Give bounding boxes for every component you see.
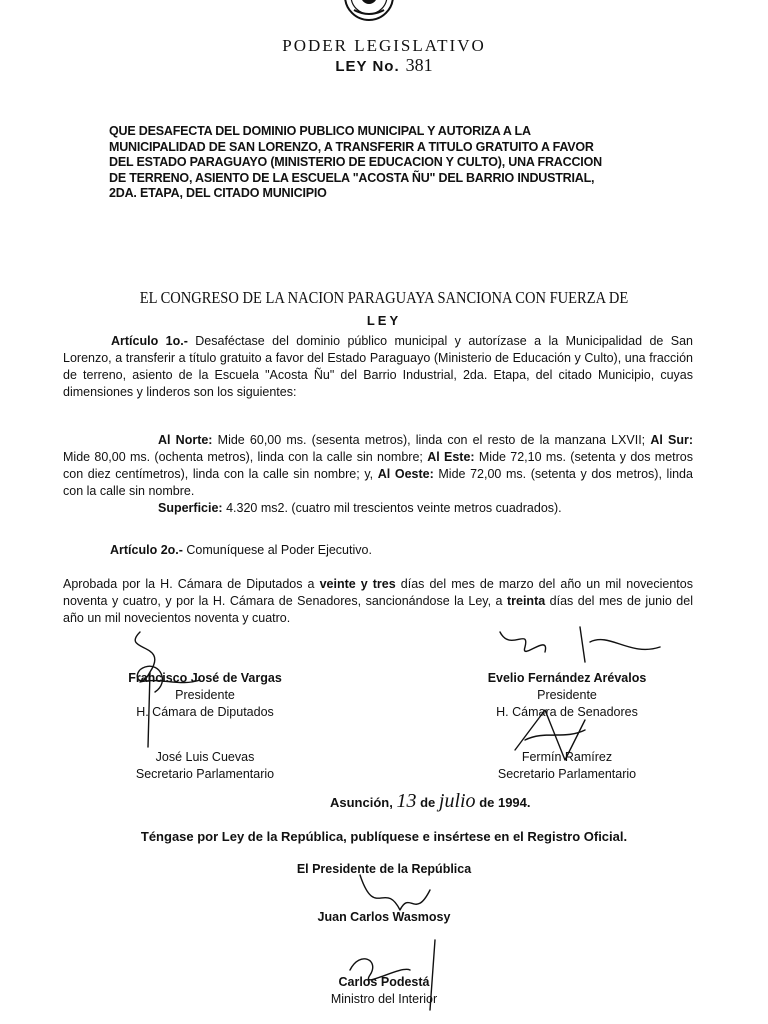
national-seal-icon: [342, 0, 396, 22]
south-label: Al Sur:: [650, 433, 693, 447]
date-de: de: [420, 795, 436, 810]
law-summary: QUE DESAFECTA DEL DOMINIO PUBLICO MUNICIPAL Y AUTORIZA A LA MUNICIPALIDAD DE SAN LORENZO, A TRANSFERIR A TITULO GRATUITO A FAVOR DEL ESTADO PARAGUAYO (MINISTERIO DE EDUCACION Y CULTO), UNA FRACCION DE TERRENO, ASIENTO DE LA ESCUELA "ACOSTA ÑU" DEL BARRIO INDUSTRIAL, 2DA. ETAPA, DEL CITADO MUNICIPIO: [109, 124, 602, 200]
east-text: Mide 72,10 ms. (setenta y dos metros con diez centímetros), linda con la calle sin nombre; y,: [63, 450, 693, 481]
article-2-label: Artículo 2o.-: [110, 543, 183, 557]
law-number: 381: [405, 55, 433, 75]
senate-secretary-title: Secretario Parlamentario: [497, 767, 637, 781]
minister-title: Ministro del Interior: [330, 992, 438, 1006]
approval-text-1: Aprobada por la H. Cámara de Diputados a: [63, 577, 315, 591]
north-text: Mide 60,00 ms. (sesenta metros), linda con el resto de la manzana LXVII;: [217, 433, 646, 447]
article-1-label: Artículo 1o.-: [111, 334, 188, 348]
president-name: Juan Carlos Wasmosy: [317, 910, 451, 924]
article-2: [110, 543, 372, 557]
approval-day-2: treinta: [506, 594, 546, 608]
date-month: julio: [438, 790, 476, 812]
senate-secretary-name: Fermín Ramírez: [521, 750, 613, 764]
date-day: 13: [396, 790, 417, 812]
enactment-word: LEY: [366, 313, 402, 328]
deputies-secretary-title: Secretario Parlamentario: [135, 767, 275, 781]
approval-text-2: días del mes de marzo del año un mil novecientos noventa y cuatro, y por la H. Cámara de Senadores, sancionándose la Ley, a: [63, 577, 693, 608]
president-label: El Presidente de la República: [296, 862, 472, 876]
senate-president-name: Evelio Fernández Arévalos: [487, 671, 647, 685]
promulgation-order: Téngase por Ley de la República, publíquese e insértese en el Registro Oficial.: [140, 829, 628, 844]
area-text: 4.320 ms2. (cuatro mil trescientos veinte metros cuadrados).: [226, 501, 562, 515]
article-1: [63, 333, 693, 401]
senate-president-block: [462, 670, 672, 721]
law-label: LEY No.: [335, 58, 400, 75]
promulgation-date: [330, 790, 531, 813]
deputies-president-title: Presidente: [175, 688, 235, 702]
dimensions-block: [63, 432, 693, 517]
east-label: Al Este:: [427, 450, 475, 464]
enactment-formula: EL CONGRESO DE LA NACION PARAGUAYA SANCIONA CON FUERZA DE: [139, 288, 629, 307]
deputies-secretary-name: José Luis Cuevas: [155, 750, 255, 764]
west-label: Al Oeste:: [377, 467, 434, 481]
senate-secretary-block: [462, 749, 672, 783]
approval-text-3: días del mes de junio del año un mil novecientos noventa y cuatro.: [63, 594, 693, 625]
institution-heading: PODER LEGISLATIVO: [282, 36, 486, 55]
approval-day-1: veinte y tres: [319, 577, 396, 591]
deputies-president-name: Francisco José de Vargas: [128, 671, 282, 685]
area-label: Superficie:: [158, 501, 223, 515]
deputies-president-block: [100, 670, 310, 721]
minister-name: Carlos Podestá: [338, 975, 430, 989]
minister-block: [0, 974, 768, 1008]
date-year: de 1994.: [479, 795, 531, 810]
west-text: Mide 72,00 ms. (setenta y dos metros), linda con la calle sin nombre.: [63, 467, 693, 498]
law-number-heading: [0, 55, 768, 76]
article-1-text: Desaféctase del dominio público municipal y autorízase a la Municipalidad de San Lorenzo, a transferir a título gratuito a favor del Estado Paraguayo (Ministerio de Educación y Culto), una fracción de terreno, asiento de la Escuela "Acosta Ñu" del Barrio Industrial, 2da. Etapa, del citado Municipio, cuyas dimensiones y linderos son los siguientes:: [63, 334, 693, 399]
senate-president-title: Presidente: [537, 688, 597, 702]
deputies-chamber: H. Cámara de Diputados: [136, 705, 274, 719]
date-city: Asunción,: [330, 795, 393, 810]
article-2-text: Comuníquese al Poder Ejecutivo.: [186, 543, 372, 557]
north-label: Al Norte:: [158, 433, 213, 447]
deputies-secretary-block: [100, 749, 310, 783]
south-text: Mide 80,00 ms. (ochenta metros), linda con la calle sin nombre;: [63, 450, 423, 464]
senate-chamber: H. Cámara de Senadores: [496, 705, 638, 719]
